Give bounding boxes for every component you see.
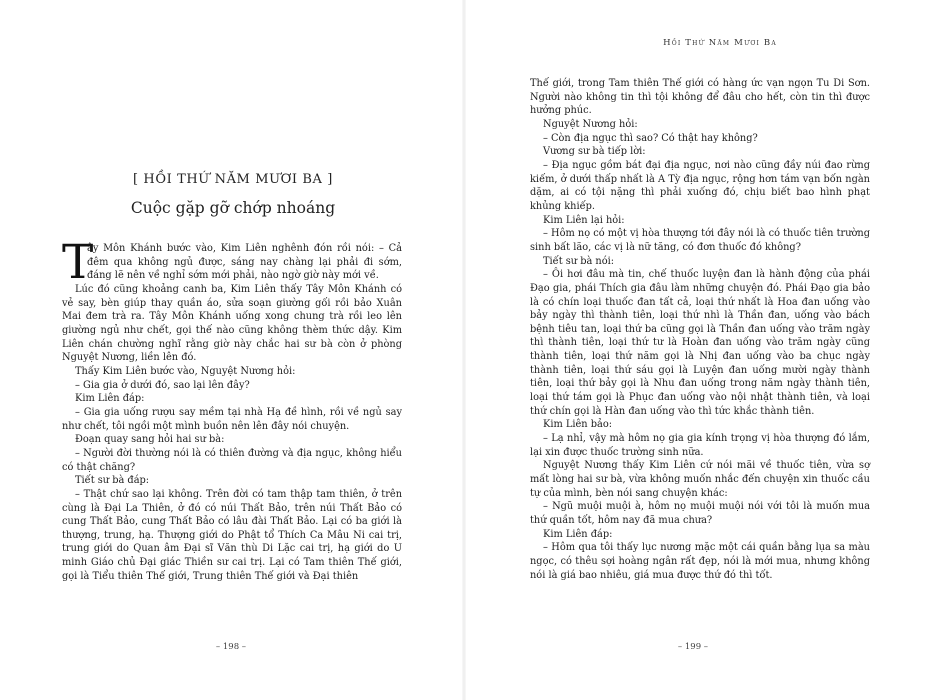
right-paragraph: Vương sư bà tiếp lời:	[543, 146, 646, 158]
right-page-number: – 199 –	[677, 642, 709, 652]
left-page-body	[62, 235, 402, 583]
right-paragraph: – Lạ nhỉ, vậy mà hôm nọ gia gia kính trọng vị hòa thượng đó lắm, lại xin được thuốc trường sinh nữa.	[530, 433, 870, 458]
drop-cap: T	[62, 235, 94, 290]
opening-paragraph-text: ây Môn Khánh bước vào, Kim Liên nghênh đón rồi nói: – Cả đêm qua không ngủ được, sáng nay chàng lại phải đi sớm, đáng lẽ nên về nghỉ sớm mới phải, nào ngờ giờ này mới về.	[87, 243, 402, 282]
chapter-title: Cuộc gặp gỡ chớp nhoáng	[130, 199, 336, 217]
left-paragraph: – Người đời thường nói là có thiên đường và địa ngục, không hiểu có thật chăng?	[62, 447, 402, 473]
opening-paragraph	[62, 235, 402, 290]
left-paragraph: Thấy Kim Liên bước vào, Nguyệt Nương hỏi:	[75, 365, 296, 377]
left-paragraph: Đoạn quay sang hỏi hai sư bà:	[75, 434, 225, 446]
right-paragraph: Kim Liên lại hỏi:	[543, 214, 625, 226]
left-paragraph: – Gia gia ở dưới đó, sao lại lên đây?	[75, 379, 250, 391]
chapter-label: [ HỒI THỨ NĂM MƯƠI BA ]	[133, 172, 333, 187]
running-head: Hồi Thứ Năm Mươi Ba	[663, 38, 777, 48]
left-paragraph: Tiết sư bà đáp:	[75, 475, 150, 487]
right-paragraph: – Còn địa ngục thì sao? Có thật hay không?	[543, 132, 758, 144]
right-paragraph: – Ngũ muội muội à, hôm nọ muội muội nói với tôi là muốn mua thứ quần tốt, hôm nay đã mua chưa?	[530, 501, 870, 526]
right-paragraph: Kim Liên đáp:	[543, 528, 613, 540]
right-page-body	[530, 77, 870, 582]
right-paragraph: Nguyệt Nương hỏi:	[543, 118, 638, 130]
right-paragraph: – Hôm qua tôi thấy lục nương mặc một cái quần bằng lụa sa màu ngọc, có thêu sợi hoàng ngân rất đẹp, nói là mới mua, nhưng không nói là giá bao nhiêu, giá mua được thứ đó thì tốt.	[530, 542, 870, 581]
left-page	[0, 0, 464, 700]
left-paragraph: – Gia gia uống rượu say mềm tại nhà Hạ đề hình, rồi về ngủ say như chết, tôi ngồi một mình buồn nên lên đây nói chuyện.	[62, 406, 402, 432]
right-paragraph: Kim Liên bảo:	[543, 419, 613, 431]
left-paragraph: Kim Liên đáp:	[75, 393, 145, 405]
right-paragraph: Thế giới, trong Tam thiên Thế giới có hàng ức vạn ngọn Tu Di Sơn. Người nào không tin thì tội không để đâu cho hết, còn tin thì được hưởng phúc.	[530, 78, 870, 117]
right-paragraph: – Hôm nọ có một vị hòa thượng tới đây nói là có thuốc tiên trường sinh bất lão, các vị là nữ tăng, có đơn thuốc đó không?	[530, 228, 870, 253]
left-paragraph: – Thật chứ sao lại không. Trên đời có tam thập tam thiên, ở trên cùng là Đại La Thiên, ở đó có núi Thất Bảo, trên núi Thất Bảo có cung Thất Bảo, cung Thất Bảo có lâu đài Thất Bảo. Lại có ba giới là thượng, trung, hạ. Thượng giới do Phật tổ Thích Ca Mâu Ni cai trị, trung giới do Quan âm Đại sĩ Văn thù Di Lặc cai trị, hạ giới do U minh Giáo chủ Đại giác Thiền sư cai trị. Lại có Tam thiên Thế giới, gọi là Tiểu thiên Thế giới, Trung thiên Thế giới và Đại thiên	[62, 488, 402, 582]
right-paragraph: Tiết sư bà nói:	[543, 255, 615, 267]
right-paragraph: – Địa ngục gồm bát đại địa ngục, nơi nào cũng đầy núi đao rừng kiếm, ở dưới thấp nhất là A Tỳ địa ngục, rộng hơn tám vạn bốn ngàn dặm, ai có tội nặng thì phải xuống đó, chịu biết bao hình phạt khủng khiếp.	[530, 159, 870, 212]
right-paragraph: – Ôi hơi đâu mà tin, chế thuốc luyện đan là hành động của phái Đạo gia, phái Thích gia đâu làm những chuyện đó. Phái Đạo gia bảo là có chín loại thuốc đan tất cả, loại thứ nhất là Hoa đan uống vào bảy ngày thì thành tiên, loại thứ nhì là Thần đan, uống vào bách bệnh tiêu tan, loại thứ ba cũng gọi là Thần đan uống vào trăm ngày thì thành tiên, loại thứ tư là Hoàn đan uống vào trăm ngày cũng thành tiên, loại thứ năm gọi là Nhị đan uống vào ba chục ngày thành tiên, loại thứ sáu gọi là Luyện đan uống mười ngày thành tiên, loại thứ bảy gọi là Nhu đan uống trong năm ngày thành tiên, loại thứ tám gọi là Phục đan uống vào nội nhật thành tiên, và loại thứ chín gọi là Hàn đan uống vào thì tức khắc thành tiên.	[530, 269, 870, 417]
left-page-number: – 198 –	[215, 642, 247, 652]
right-paragraph: Nguyệt Nương thấy Kim Liên cứ nói mãi về thuốc tiên, vừa sợ mất lòng hai sư bà, vừa không muốn nhắc đến chuyện xin thuốc cầu tự của mình, bèn nói sang chuyện khác:	[530, 460, 870, 499]
left-paragraph: Lúc đó cũng khoảng canh ba, Kim Liên thấy Tây Môn Khánh có vẻ say, bèn giúp thay quần áo, sửa soạn giường gối rồi bảo Xuân Mai đem trà ra. Tây Môn Khánh uống xong chung trà rồi leo lên giường ngủ như chết, gọi thế nào cũng không thèm thức dậy. Kim Liên chán chường nghĩ rằng giờ này chắc hai sư bà còn ở phòng Nguyệt Nương, liền lên đó.	[62, 284, 402, 364]
